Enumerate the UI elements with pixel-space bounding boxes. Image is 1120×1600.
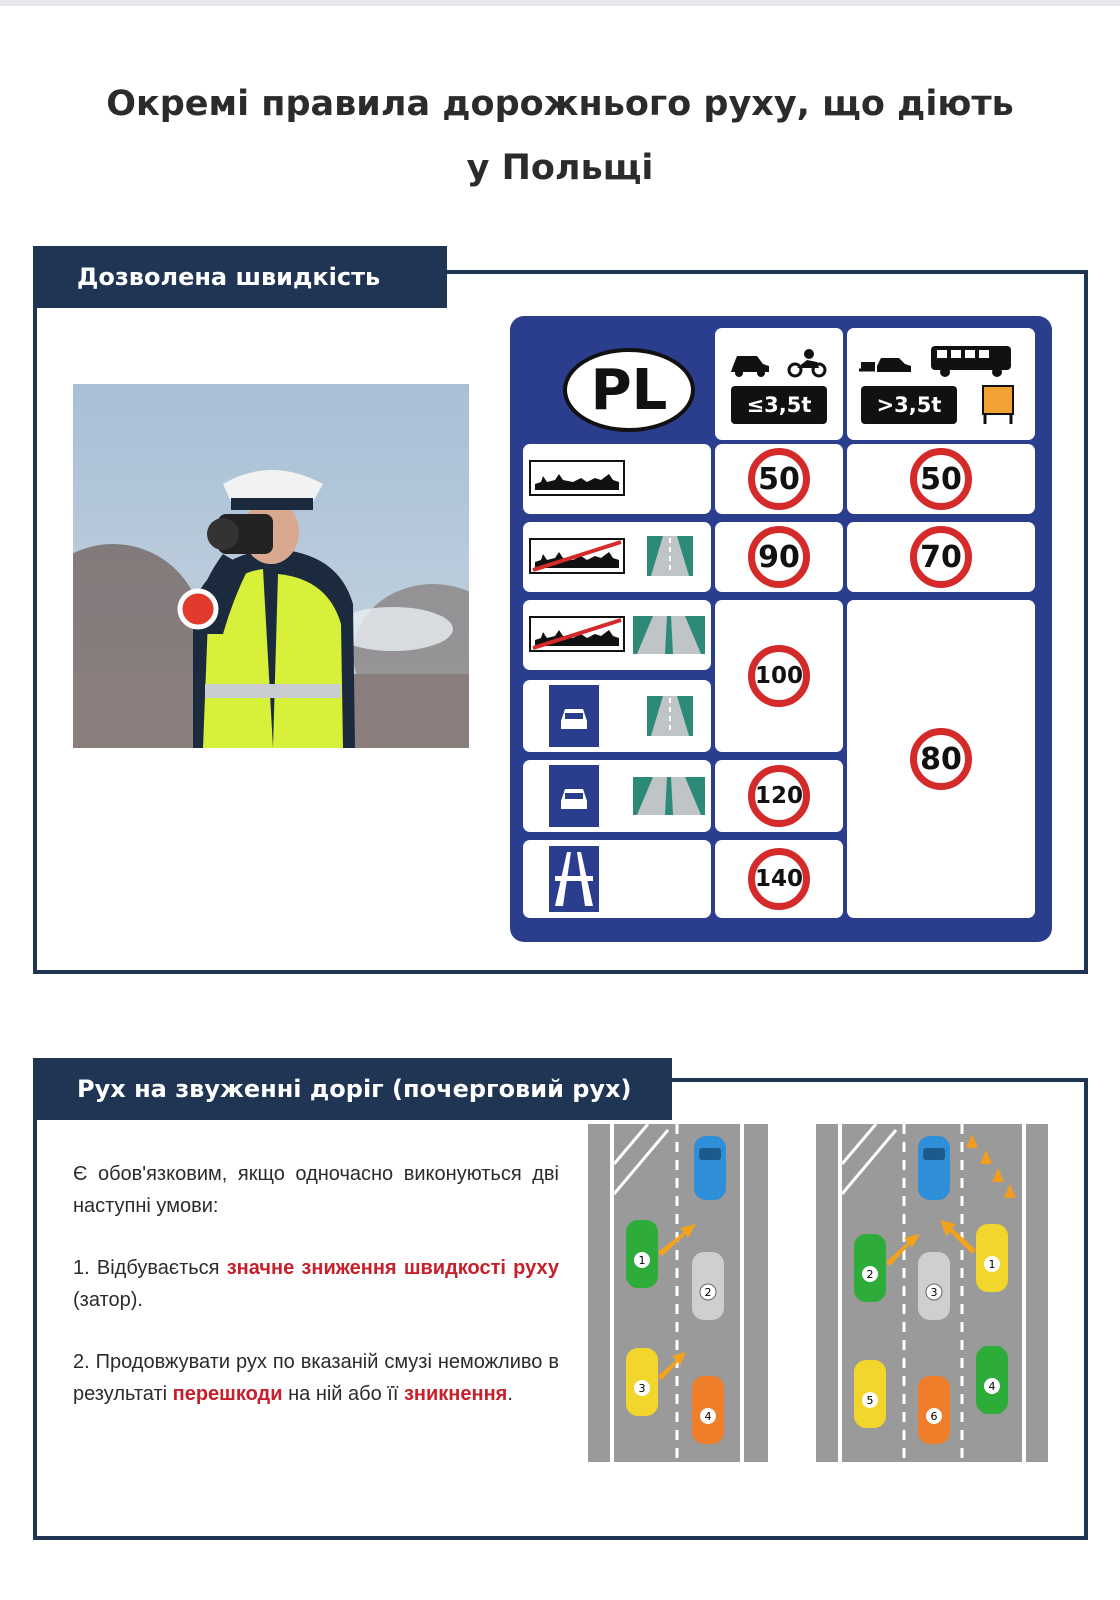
condition-1 [73,1252,559,1316]
condition-1-prefix: 1. Відбувається [73,1257,227,1279]
svg-text:2: 2 [866,1268,874,1281]
car-2 [854,1234,886,1302]
speed-limit-sign: 90 [748,526,810,588]
condition-2-highlight-disappear: зникнення [403,1383,508,1405]
country-badge: PL [563,348,695,432]
car-blue [694,1136,726,1200]
car-5 [854,1360,886,1428]
zipper-merge-diagram-2 [816,1124,1048,1462]
page-title [60,72,1060,200]
car-6 [918,1376,950,1444]
light-vehicles-header [715,328,843,440]
expressway-sign-icon [549,685,599,747]
speed-limit-sign: 50 [748,448,810,510]
speed-section-heading: Дозволена швидкість [33,246,447,308]
speed-limit-sign: 140 [748,848,810,910]
car-3 [918,1252,950,1320]
row-expressway-single [523,680,711,752]
condition-2-prefix: 2. Продовжувати рух по вказаній смузі неможливо в результаті [73,1351,559,1405]
motorway-sign-icon [549,846,599,912]
top-border [0,0,1120,6]
country-cell [523,328,711,440]
row2-light-cell [715,522,843,592]
car-blue [918,1136,950,1200]
built-up-area-sign-icon [529,460,625,496]
end-built-up-area-sign-icon [529,616,625,652]
speed-limit-sign: 120 [748,765,810,827]
dual-carriageway-icon [633,616,705,654]
row-motorway [523,840,711,918]
car-4 [976,1346,1008,1414]
speed-limit-table [510,316,1052,942]
condition-1-highlight: значне зниження швидкості руху [226,1257,559,1279]
car-4 [692,1376,724,1444]
page-title-line1: Окремі правила дорожнього руху, що діють [106,84,1014,124]
svg-text:6: 6 [930,1410,938,1423]
row-expressway-dual [523,760,711,832]
police-officer-photo [73,384,469,748]
road-icon [647,536,693,576]
speed-limit-sign: 50 [910,448,972,510]
expressway-sign-icon [549,765,599,827]
car-1 [976,1224,1008,1292]
svg-text:2: 2 [704,1286,712,1299]
row6-light-cell [715,840,843,918]
dual-carriageway-icon [633,777,705,815]
light-weight-label: ≤3,5t [731,386,827,424]
speed-limit-sign: 100 [748,645,810,707]
car-1 [626,1220,658,1288]
svg-text:5: 5 [866,1394,874,1407]
row1-heavy-cell [847,444,1035,514]
heavy-vehicles-header [847,328,1035,440]
condition-2-highlight-obstacle: перешкоди [172,1383,283,1405]
narrowing-section-heading: Рух на звуженні доріг (почерговий рух) [33,1058,672,1120]
car-2 [692,1252,724,1320]
end-built-up-area-sign-icon [529,538,625,574]
svg-text:4: 4 [988,1380,996,1393]
rows3-4-light-cell [715,600,843,752]
page-title-line2: у Польщі [466,148,654,188]
car-motorcycle-icon [715,332,843,382]
row1-light-cell [715,444,843,514]
row-built-up-area [523,444,711,514]
heavy-weight-label: >3,5t [861,386,957,424]
zipper-merge-diagram-1 [588,1124,768,1462]
svg-text:3: 3 [930,1286,938,1299]
rows3-6-heavy-cell [847,600,1035,918]
speed-limit-sign: 80 [910,728,972,790]
speed-limit-sign: 70 [910,526,972,588]
conditions-intro: Є обов'язковим, якщо одночасно виконуються дві наступні умови: [73,1163,559,1217]
svg-text:1: 1 [638,1254,646,1267]
row2-heavy-cell [847,522,1035,592]
condition-2 [73,1346,559,1410]
trailer-bus-icon [847,332,1035,382]
condition-2-mid: на ній або її [282,1383,404,1405]
row5-light-cell [715,760,843,832]
svg-text:1: 1 [988,1258,996,1271]
condition-2-suffix: . [507,1383,513,1405]
svg-text:4: 4 [704,1410,712,1423]
svg-text:3: 3 [638,1382,646,1395]
row-outside-built-up-road [523,522,711,592]
condition-1-suffix: (затор). [73,1289,143,1311]
car-3 [626,1348,658,1416]
road-icon [647,696,693,736]
hazard-trailer-icon [979,382,1019,426]
row-outside-built-up-dual [523,600,711,670]
